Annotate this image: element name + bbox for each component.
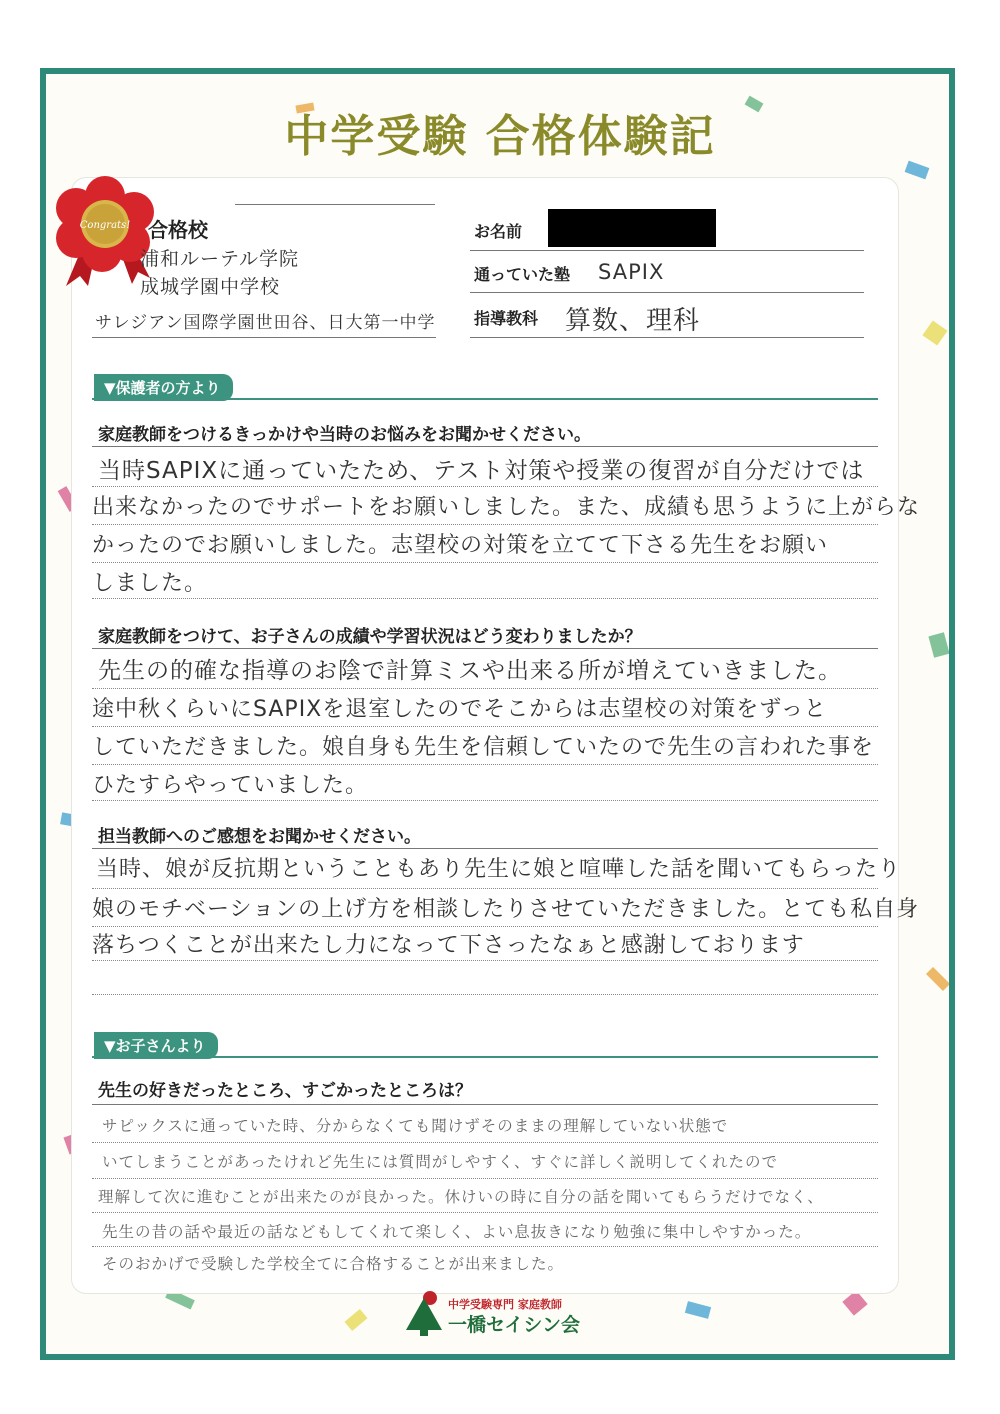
section-rule bbox=[92, 398, 878, 400]
answer-rule bbox=[92, 1104, 878, 1105]
answer-rule bbox=[92, 888, 878, 889]
name-redaction bbox=[548, 209, 716, 247]
child-answer-line: そのおかげで受験した学校全てに合格することが出来ました。 bbox=[102, 1255, 565, 1273]
guardian-answer-3-line: 娘のモチベーションの上げ方を相談したりさせていただきました。とても私自身 bbox=[92, 897, 920, 922]
child-question-1: 先生の好きだったところ、すごかったところは？ bbox=[98, 1081, 472, 1101]
child-answer-line: 理解して次に進むことが出来たのが良かった。休けいの時に自分の話を聞いてもらうだけでなく、 bbox=[98, 1188, 824, 1206]
subject-value: 算数、理科 bbox=[565, 306, 701, 336]
guardian-question-2: 家庭教師をつけて、お子さんの成績や学習状況はどう変わりましたか？ bbox=[98, 627, 642, 647]
answer-rule bbox=[92, 562, 878, 563]
guardian-question-1: 家庭教師をつけるきっかけや当時のお悩みをお聞かせください。 bbox=[98, 425, 591, 445]
congrats-badge-text: Congrats! bbox=[79, 220, 131, 231]
child-answer-line: 先生の昔の話や最近の話などもしてくれて楽しく、よい息抜きになり勉強に集中しやすかった。 bbox=[102, 1223, 812, 1241]
logo-name: 一橋セイシン会 bbox=[448, 1314, 580, 1336]
juku-label: 通っていた塾 bbox=[474, 265, 571, 284]
header-rule bbox=[470, 292, 864, 293]
answer-rule bbox=[92, 1142, 878, 1143]
header-rule bbox=[92, 337, 436, 338]
name-label: お名前 bbox=[474, 222, 523, 241]
section-rule bbox=[92, 1056, 878, 1058]
answer-rule bbox=[92, 926, 878, 927]
answer-rule bbox=[92, 800, 878, 801]
guardian-answer-2-line: 先生の的確な指導のお陰で計算ミスや出来る所が増えていきました。 bbox=[98, 658, 842, 684]
answer-rule bbox=[92, 688, 878, 689]
passed-schools-label: 合格校 bbox=[148, 218, 208, 242]
passed-school-2: 成城学園中学校 bbox=[140, 276, 281, 298]
guardian-answer-2-line: ひたすらやっていました。 bbox=[92, 773, 369, 798]
guardian-answer-3-line: 落ちつくことが出来たし力になって下さったなぁと感謝しております bbox=[92, 933, 805, 958]
tree-logo-icon bbox=[404, 1290, 444, 1336]
answer-rule bbox=[92, 1212, 878, 1213]
answer-rule bbox=[92, 764, 878, 765]
guardian-section-label: ▼保護者の方より bbox=[94, 374, 233, 401]
header-rule bbox=[470, 250, 864, 251]
answer-rule bbox=[92, 648, 878, 649]
guardian-answer-3-line: 当時、娘が反抗期ということもあり先生に娘と喧嘩した話を聞いてもらったり bbox=[96, 857, 902, 882]
answer-rule bbox=[92, 598, 878, 599]
child-answer-line: いてしまうことがあったけれど先生には質問がしやすく、すぐに詳しく説明してくれたので bbox=[102, 1153, 779, 1171]
guardian-answer-2-line: 途中秋くらいにSAPIXを退室したのでそこからは志望校の対策をずっと bbox=[92, 697, 827, 722]
guardian-answer-2-line: していただきました。娘自身も先生を信頼していたので先生の言われた事を bbox=[92, 735, 875, 760]
header-rule bbox=[235, 204, 435, 205]
answer-rule bbox=[92, 1178, 878, 1179]
answer-rule bbox=[92, 446, 878, 447]
guardian-question-3: 担当教師へのご感想をお聞かせください。 bbox=[98, 827, 421, 847]
passed-school-1: 浦和ルーテル学院 bbox=[140, 248, 300, 270]
answer-rule bbox=[92, 486, 878, 487]
child-answer-line: サピックスに通っていた時、分からなくても聞けずそのままの理解していない状態で bbox=[102, 1117, 729, 1135]
header-rule bbox=[470, 337, 864, 338]
guardian-answer-1-line: しました。 bbox=[92, 571, 208, 596]
passed-school-3: サレジアン国際学園世田谷、日大第一中学 bbox=[95, 313, 436, 333]
guardian-answer-1-line: 当時SAPIXに通っていたため、テスト対策や授業の復習が自分だけでは bbox=[98, 458, 865, 484]
child-section-label: ▼お子さんより bbox=[94, 1032, 218, 1059]
guardian-answer-1-line: かったのでお願いしました。志望校の対策を立てて下さる先生をお願い bbox=[92, 533, 829, 558]
answer-rule bbox=[92, 524, 878, 525]
answer-rule bbox=[92, 1246, 878, 1247]
subject-label: 指導教科 bbox=[474, 309, 539, 328]
answer-rule bbox=[92, 726, 878, 727]
page-title: 中学受験 合格体験記 bbox=[284, 111, 716, 162]
juku-value: SAPIX bbox=[598, 260, 665, 284]
logo-tagline: 中学受験専門 家庭教師 bbox=[448, 1298, 562, 1311]
answer-rule bbox=[92, 960, 878, 961]
answer-rule bbox=[92, 848, 878, 849]
answer-rule bbox=[92, 994, 878, 995]
guardian-answer-1-line: 出来なかったのでサポートをお願いしました。また、成績も思うように上がらな bbox=[92, 495, 921, 520]
